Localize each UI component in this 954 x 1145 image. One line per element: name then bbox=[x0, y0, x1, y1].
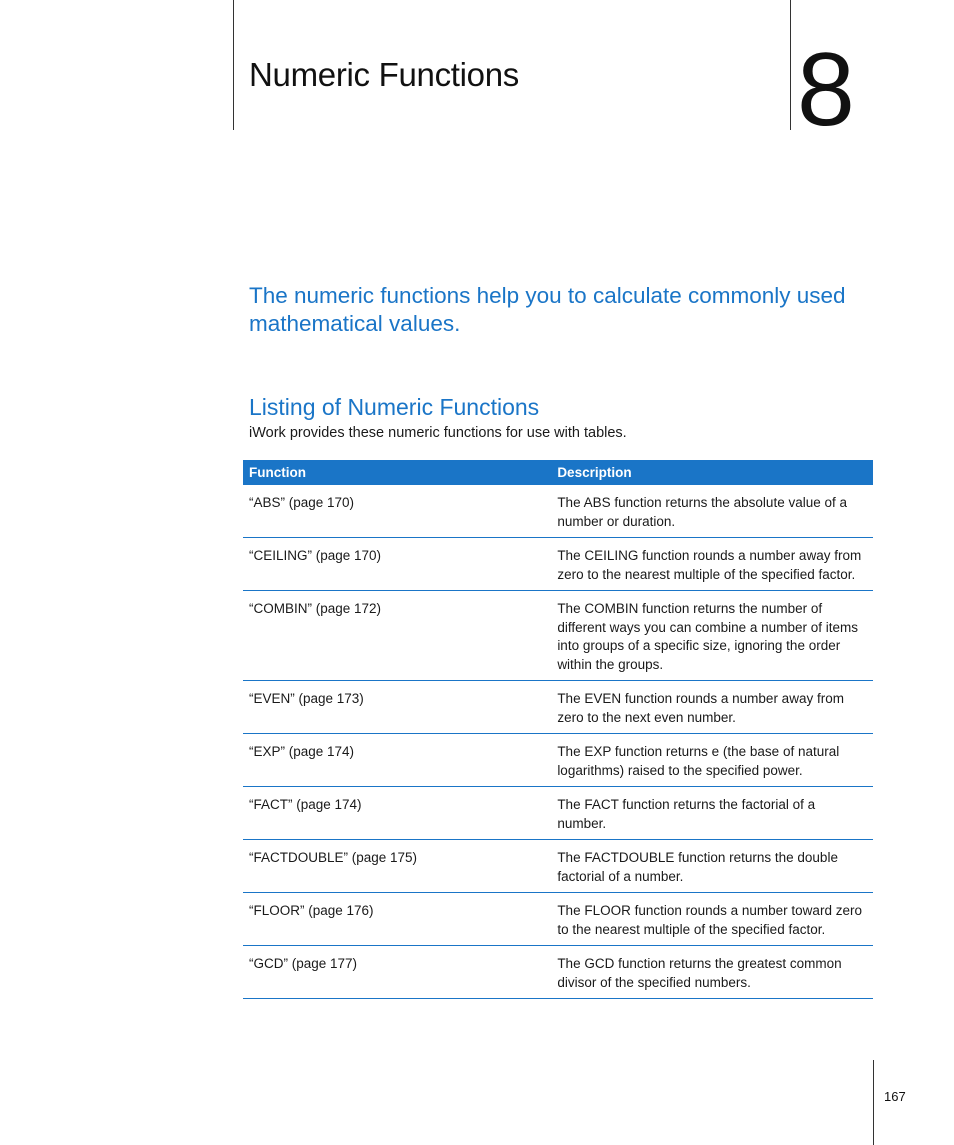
function-description: The FACT function returns the factorial of a number. bbox=[551, 787, 873, 840]
function-description: The CEILING function rounds a number away from zero to the nearest multiple of the specified factor. bbox=[551, 538, 873, 591]
table-row bbox=[243, 946, 873, 999]
table-row bbox=[243, 840, 873, 893]
table-header-row bbox=[243, 460, 873, 485]
table-row bbox=[243, 538, 873, 591]
table-row bbox=[243, 591, 873, 681]
function-link[interactable]: “FACT” (page 174) bbox=[243, 787, 551, 840]
functions-table bbox=[243, 460, 873, 999]
chapter-left-rule bbox=[233, 0, 234, 130]
function-link[interactable]: “CEILING” (page 170) bbox=[243, 538, 551, 591]
table-row bbox=[243, 485, 873, 538]
chapter-title: Numeric Functions bbox=[249, 56, 519, 93]
function-description: The FACTDOUBLE function returns the double factorial of a number. bbox=[551, 840, 873, 893]
function-link[interactable]: “FLOOR” (page 176) bbox=[243, 893, 551, 946]
function-description: The GCD function returns the greatest common divisor of the specified numbers. bbox=[551, 946, 873, 999]
table-row bbox=[243, 787, 873, 840]
function-link[interactable]: “ABS” (page 170) bbox=[243, 485, 551, 538]
page-number-rule bbox=[873, 1060, 874, 1145]
function-link[interactable]: “FACTDOUBLE” (page 175) bbox=[243, 840, 551, 893]
function-link[interactable]: “EXP” (page 174) bbox=[243, 734, 551, 787]
function-description: The ABS function returns the absolute value of a number or duration. bbox=[551, 485, 873, 538]
page-number: 167 bbox=[884, 1089, 906, 1104]
column-header-description: Description bbox=[551, 460, 873, 485]
section-heading: Listing of Numeric Functions bbox=[249, 394, 540, 420]
function-description: The EVEN function rounds a number away from zero to the next even number. bbox=[551, 681, 873, 734]
table-row bbox=[243, 893, 873, 946]
function-description: The EXP function returns e (the base of natural logarithms) raised to the specified power. bbox=[551, 734, 873, 787]
table-row bbox=[243, 681, 873, 734]
table-row bbox=[243, 734, 873, 787]
function-link[interactable]: “GCD” (page 177) bbox=[243, 946, 551, 999]
function-description: The FLOOR function rounds a number toward zero to the nearest multiple of the specified factor. bbox=[551, 893, 873, 946]
chapter-intro: The numeric functions help you to calculate commonly used mathematical values. bbox=[249, 283, 846, 336]
function-link[interactable]: “COMBIN” (page 172) bbox=[243, 591, 551, 681]
column-header-function: Function bbox=[243, 460, 551, 485]
section-description: iWork provides these numeric functions for use with tables. bbox=[249, 425, 627, 441]
function-link[interactable]: “EVEN” (page 173) bbox=[243, 681, 551, 734]
function-description: The COMBIN function returns the number of different ways you can combine a number of items into groups of a specific size, ignoring the order within the groups. bbox=[551, 591, 873, 681]
chapter-right-rule bbox=[790, 0, 791, 130]
chapter-number: 8 bbox=[797, 32, 855, 148]
